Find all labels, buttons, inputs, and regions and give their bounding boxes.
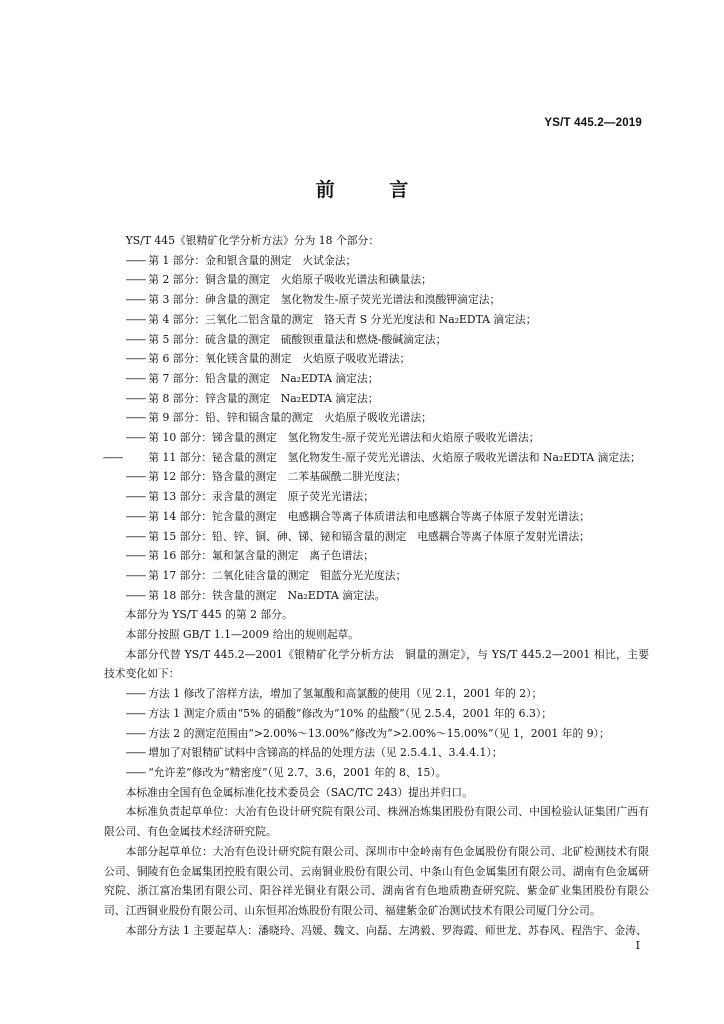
list-item: —— 第 11 部分：铋含量的测定 氢化物发生-原子荧光光谱法、火焰原子吸收光谱法和 Na₂EDTA 滴定法；	[102, 450, 641, 464]
list-item: —— 第 13 部分：汞含量的测定 原子荧光光谱法；	[125, 490, 375, 504]
drafters-paragraph: 本部分方法 1 主要起草人：潘晓玲、冯媛、魏文、向磊、左鸿毅、罗海霞、师世龙、苏春风、程浩宇、金涛、	[125, 923, 647, 937]
changes-list	[104, 684, 649, 783]
list-item: —— “允许差”修改为“精密度”（见 2.7、3.6，2001 年的 8、15）。	[125, 765, 447, 779]
participating-units-paragraph: 本部分起草单位：大冶有色设计研究院有限公司、深圳市中金岭南有色金属股份有限公司、北矿检测技术有限公司、铜陵有色金属集团控股有限公司、云南铜业股份有限公司、中条山有色金属集团有限公司、湖南有色金属研究院、浙江富冶集团有限公司、阳谷祥光铜业有限公司、湖南省有色地质勘查研究院、紫金矿业集团股份有限公司、江西铜业股份有限公司、山东恒邦冶炼股份有限公司、福建紫金矿冶测试技术有限公司厦门分公司。	[104, 844, 649, 917]
drafting-rules-paragraph: 本部分按照 GB/T 1.1—2009 给出的规则起草。	[125, 628, 360, 642]
replacement-paragraph: 本部分代替 YS/T 445.2—2001《银精矿化学分析方法 铜量的测定》，与 YS/T 445.2—2001 相比，主要技术变化如下：	[104, 647, 649, 681]
proposed-by-paragraph: 本标准由全国有色金属标准化技术委员会（SAC/TC 243）提出并归口。	[125, 785, 473, 799]
standard-number: YS/T 445.2—2019	[544, 117, 642, 129]
foreword-body	[104, 231, 649, 940]
list-item: —— 第 12 部分：铬含量的测定 二苯基碳酰二肼光度法；	[125, 470, 407, 484]
intro-paragraph: YS/T 445《银精矿化学分析方法》分为 18 个部分：	[125, 234, 380, 247]
parts-list	[104, 251, 649, 606]
part-of-paragraph: 本部分为 YS/T 445 的第 2 部分。	[125, 608, 293, 622]
list-item: —— 第 15 部分：铅、锌、铜、砷、锑、铋和镉含量的测定 电感耦合等离子体原子发射光谱法；	[125, 529, 590, 543]
list-item: —— 第 7 部分：铅含量的测定 Na₂EDTA 滴定法；	[125, 371, 379, 385]
list-item: —— 第 18 部分：铁含量的测定 Na₂EDTA 滴定法。	[125, 588, 386, 602]
list-item: —— 第 10 部分：锑含量的测定 氢化物发生-原子荧光光谱法和火焰原子吸收光谱法；	[125, 431, 540, 445]
list-item: —— 第 8 部分：锌含量的测定 Na₂EDTA 滴定法；	[125, 391, 379, 405]
list-item: —— 方法 1 修改了溶样方法，增加了氢氟酸和高氯酸的使用（见 2.1，2001 年的 2）；	[125, 687, 543, 701]
list-item: —— 第 2 部分：铜含量的测定 火焰原子吸收光谱法和碘量法；	[125, 273, 432, 287]
list-item: —— 第 4 部分：三氧化二铝含量的测定 铬天青 S 分光光度法和 Na₂EDTA 滴定法；	[125, 312, 537, 326]
list-item: —— 增加了对银精矿试料中含锑高的样品的处理方法（见 2.5.4.1、3.4.4.1）；	[125, 746, 503, 760]
list-item: —— 第 5 部分：硫含量的测定 硫酸钡重量法和燃烧-酸碱滴定法；	[125, 332, 447, 346]
page-number: I	[635, 939, 640, 952]
list-item: —— 第 3 部分：砷含量的测定 氢化物发生-原子荧光光谱法和溴酸钾滴定法；	[125, 293, 501, 307]
list-item: —— 第 6 部分：氧化镁含量的测定 火焰原子吸收光谱法；	[125, 352, 411, 366]
list-item: —— 第 16 部分：氟和氯含量的测定 离子色谱法；	[125, 549, 375, 563]
list-item: —— 第 1 部分：金和银含量的测定 火试金法；	[125, 253, 357, 267]
list-item: —— 第 9 部分：铅、锌和镉含量的测定 火焰原子吸收光谱法；	[125, 411, 432, 425]
list-item: —— 第 14 部分：铊含量的测定 电感耦合等离子体质谱法和电感耦合等离子体原子发射光谱法；	[125, 509, 590, 523]
responsible-units-paragraph: 本标准负责起草单位：大冶有色设计研究院有限公司、株洲冶炼集团股份有限公司、中国检验认证集团广西有限公司、有色金属技术经济研究院。	[104, 805, 649, 839]
list-item: —— 方法 2 的测定范围由“>2.00%～13.00%”修改为“>2.00%～15.00%”（见 1，2001 年的 9）；	[125, 726, 610, 740]
page-title: 前 言	[315, 179, 433, 201]
list-item: —— 方法 1 测定介质由“5% 的硝酸”修改为“10% 的盐酸”（见 2.5.4，2001 年的 6.3）；	[125, 706, 553, 720]
list-item: —— 第 17 部分：二氧化硅含量的测定 钼蓝分光光度法；	[125, 568, 407, 582]
